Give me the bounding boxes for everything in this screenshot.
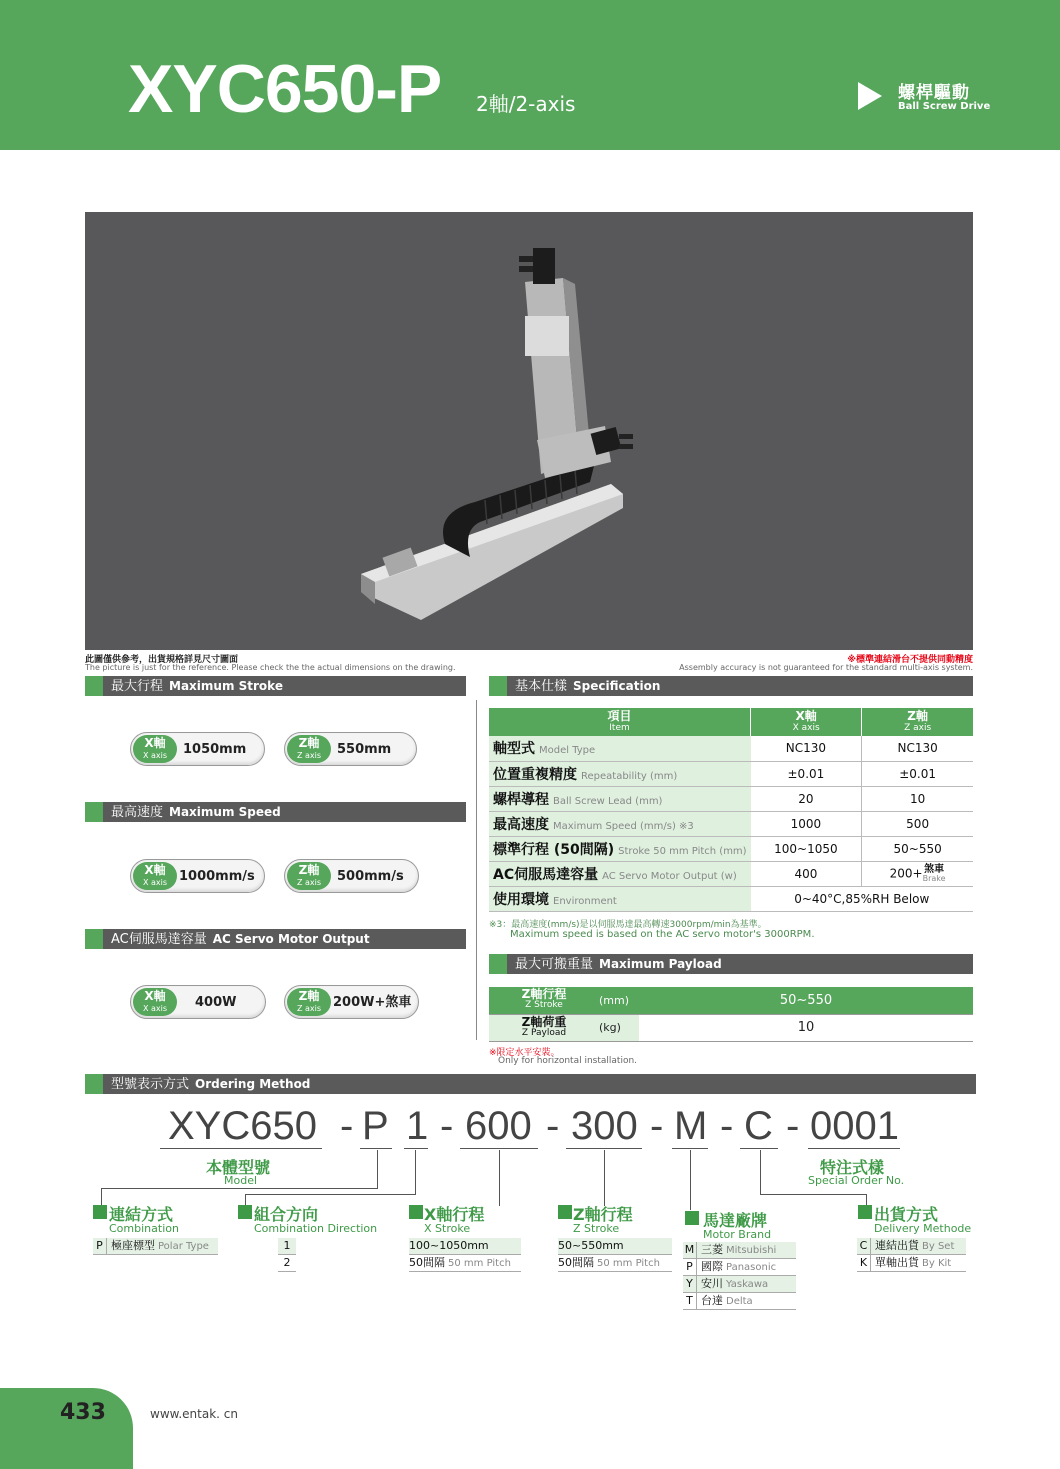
connector-line: [377, 1150, 378, 1188]
section-specification: [489, 676, 973, 696]
stroke-z-pill: [284, 732, 417, 766]
list-item: K 單軸出貨 By Kit: [857, 1255, 966, 1272]
photo-note-en: The picture is just for the reference. Please check the the actual dimensions on the drawing.: [85, 663, 456, 672]
list-item: M 三菱 Mitsubishi: [683, 1242, 796, 1259]
special-label-en: Special Order No.: [808, 1174, 905, 1187]
col-item: 項目 Item: [489, 708, 751, 736]
code-delivery: C: [744, 1104, 773, 1148]
speed-note-en: Maximum speed is based on the AC servo motor's 3000RPM.: [510, 929, 815, 940]
delivery-title: 出貨方式: [874, 1205, 939, 1224]
section-max-speed: [85, 802, 466, 822]
x-axis-badge: X軸 X axis: [133, 988, 177, 1016]
connector-line: [690, 1150, 691, 1210]
section-max-payload: [489, 954, 973, 974]
connector-line: [245, 1194, 416, 1195]
motor-x-pill: [130, 985, 266, 1019]
code-dash: -: [720, 1104, 734, 1148]
direction-subtitle: Combination Direction: [254, 1222, 378, 1235]
connector-line: [415, 1150, 416, 1194]
code-dash: -: [340, 1104, 354, 1148]
brake-label: 煞車 Brake: [922, 863, 946, 883]
code-motor: M: [674, 1104, 708, 1148]
website-link[interactable]: www.entak. cn: [150, 1407, 238, 1421]
payload-table: [489, 987, 973, 1042]
x-axis-badge: X軸 X axis: [133, 862, 177, 890]
z-axis-badge: Z軸 Z axis: [287, 988, 331, 1016]
motor-z-pill: [284, 985, 419, 1019]
section-ordering-method: [85, 1074, 976, 1094]
section-title-cn: 最大可搬重量: [515, 957, 594, 972]
spec-table: [489, 708, 973, 912]
connector-line: [604, 1150, 605, 1206]
column-divider: [476, 700, 477, 1040]
code-direction: 1: [406, 1104, 429, 1148]
code-underline: [460, 1148, 538, 1149]
connector-line: [101, 1188, 378, 1189]
photo-note-cn: 此圖僅供參考，出貨規格詳見尺寸圖面: [85, 655, 239, 665]
green-square-marker: [558, 1205, 572, 1219]
accuracy-note-en: Assembly accuracy is not guaranteed for the standard multi-axis system.: [679, 663, 973, 672]
table-row: Z軸行程 Z Stroke (mm) 50~550: [489, 987, 973, 1014]
table-row: 使用環境 Environment 0~40°C,85%RH Below: [489, 886, 973, 911]
model-title: XYC650-P: [128, 51, 442, 127]
z-stroke-title: Z軸行程: [573, 1205, 633, 1224]
code-dash: -: [650, 1104, 664, 1148]
code-underline: [404, 1148, 428, 1149]
accuracy-note-cn: ※標準連結滑台不提供同動精度: [847, 655, 973, 665]
speed-z-pill: [284, 859, 419, 893]
section-max-stroke: [85, 676, 466, 696]
table-row: Z軸荷重 Z Payload (kg) 10: [489, 1014, 973, 1041]
connector-line: [499, 1150, 500, 1206]
x-axis-badge: X軸 X axis: [133, 735, 177, 763]
play-arrow-icon: [858, 82, 882, 110]
model-label-cn: 本體型號: [206, 1158, 271, 1177]
section-title-en: AC Servo Motor Output: [212, 932, 370, 946]
table-row: AC伺服馬達容量 AC Servo Motor Output (w) 400 200+煞車 Brake: [489, 861, 973, 886]
z-axis-badge: Z軸 Z axis: [287, 862, 331, 890]
code-underline: [672, 1148, 708, 1149]
green-square-marker: [409, 1205, 423, 1219]
table-row: 軸型式 Model Type NC130 NC130: [489, 736, 973, 761]
list-item: 2: [278, 1255, 296, 1272]
code-underline: [160, 1148, 322, 1149]
green-square-marker: [93, 1205, 107, 1219]
direction-title: 組合方向: [254, 1205, 319, 1224]
connector-line: [101, 1188, 102, 1206]
list-item: 100~1050mm: [409, 1238, 521, 1255]
z-stroke-subtitle: Z Stroke: [573, 1222, 620, 1235]
stroke-z-value: 550mm: [337, 742, 392, 757]
x-stroke-title: X軸行程: [424, 1205, 485, 1224]
drive-type-en: Ball Screw Drive: [898, 101, 991, 112]
delivery-subtitle: Delivery Methode: [874, 1222, 972, 1235]
combination-subtitle: Combination: [109, 1222, 179, 1235]
code-z-stroke: 300: [571, 1104, 638, 1148]
list-item: C 連結出貨 By Set: [857, 1238, 966, 1255]
spec-header-row: [489, 708, 973, 736]
section-motor-output: [85, 929, 466, 949]
code-underline: [740, 1148, 778, 1149]
code-x-stroke: 600: [465, 1104, 532, 1148]
table-row: 標準行程 (50間隔) Stroke 50 mm Pitch (mm) 100~1050 50~550: [489, 836, 973, 861]
motor-x-value: 400W: [195, 995, 237, 1010]
actuator-illustration: [85, 212, 973, 650]
drive-type-cn: 螺桿驅動: [898, 83, 970, 103]
stroke-x-value: 1050mm: [183, 742, 247, 757]
code-dash: -: [440, 1104, 454, 1148]
section-title-en: Ordering Method: [195, 1077, 311, 1091]
code-underline: [808, 1148, 900, 1149]
x-stroke-subtitle: X Stroke: [424, 1222, 471, 1235]
code-combination: P: [362, 1104, 389, 1148]
section-title-cn: AC伺服馬達容量: [111, 932, 207, 947]
page-number: 433: [60, 1400, 106, 1425]
list-item: 50間隔 50 mm Pitch: [409, 1255, 521, 1272]
table-row: 螺桿導程 Ball Screw Lead (mm) 20 10: [489, 786, 973, 811]
motor-z-value: 200W+煞車: [333, 995, 412, 1010]
motor-brand-title: 馬達廠牌: [703, 1211, 768, 1230]
green-square-marker: [238, 1205, 252, 1219]
special-label-cn: 特注式樣: [820, 1158, 885, 1177]
green-square-marker: [685, 1211, 699, 1225]
connector-line: [760, 1150, 761, 1194]
list-item: 1: [278, 1238, 296, 1255]
product-photo: [85, 212, 973, 650]
section-title-cn: 基本仕樣: [515, 679, 568, 694]
list-item: 50間隔 50 mm Pitch: [558, 1255, 672, 1272]
section-title-en: Specification: [573, 679, 661, 693]
section-title-en: Maximum Speed: [169, 805, 281, 819]
stroke-x-pill: [130, 732, 265, 766]
col-z-axis: Z軸 Z axis: [862, 708, 973, 736]
list-item: T 台達 Delta: [683, 1293, 796, 1310]
connector-line: [760, 1194, 866, 1195]
motor-brand-subtitle: Motor Brand: [703, 1228, 772, 1241]
section-title-en: Maximum Payload: [599, 957, 722, 971]
list-item: Y 安川 Yaskawa: [683, 1276, 796, 1293]
list-item: P 極座標型 Polar Type: [93, 1238, 218, 1255]
table-row: 最高速度 Maximum Speed (mm/s) ※3 1000 500: [489, 811, 973, 836]
combination-title: 連結方式: [109, 1205, 174, 1224]
code-underline: [360, 1148, 392, 1149]
green-square-marker: [858, 1205, 872, 1219]
payload-note-en: Only for horizontal installation.: [498, 1056, 638, 1066]
speed-x-pill: [130, 859, 265, 893]
code-dash: -: [546, 1104, 560, 1148]
section-title-cn: 最高速度: [111, 805, 164, 820]
section-title-cn: 最大行程: [111, 679, 164, 694]
speed-note-cn: ※3：最高速度(mm/s)是以伺服馬達最高轉速3000rpm/min為基準。: [489, 920, 767, 930]
section-title-en: Maximum Stroke: [169, 679, 283, 693]
code-underline: [566, 1148, 642, 1149]
code-model: XYC650: [168, 1104, 317, 1148]
speed-z-value: 500mm/s: [337, 869, 404, 884]
list-item: P 國際 Panasonic: [683, 1259, 796, 1276]
list-item: 50~550mm: [558, 1238, 672, 1255]
code-dash: -: [786, 1104, 800, 1148]
code-special: 0001: [810, 1104, 899, 1148]
z-axis-badge: Z軸 Z axis: [287, 735, 331, 763]
col-x-axis: X軸 X axis: [751, 708, 862, 736]
model-subtitle: 2軸/2-axis: [476, 92, 576, 116]
speed-x-value: 1000mm/s: [179, 869, 255, 884]
table-row: 位置重複精度 Repeatability (mm) ±0.01 ±0.01: [489, 761, 973, 786]
section-title-cn: 型號表示方式: [111, 1077, 190, 1092]
model-label-en: Model: [224, 1174, 258, 1187]
payload-note-cn: ※限定水平安裝。: [489, 1048, 560, 1058]
